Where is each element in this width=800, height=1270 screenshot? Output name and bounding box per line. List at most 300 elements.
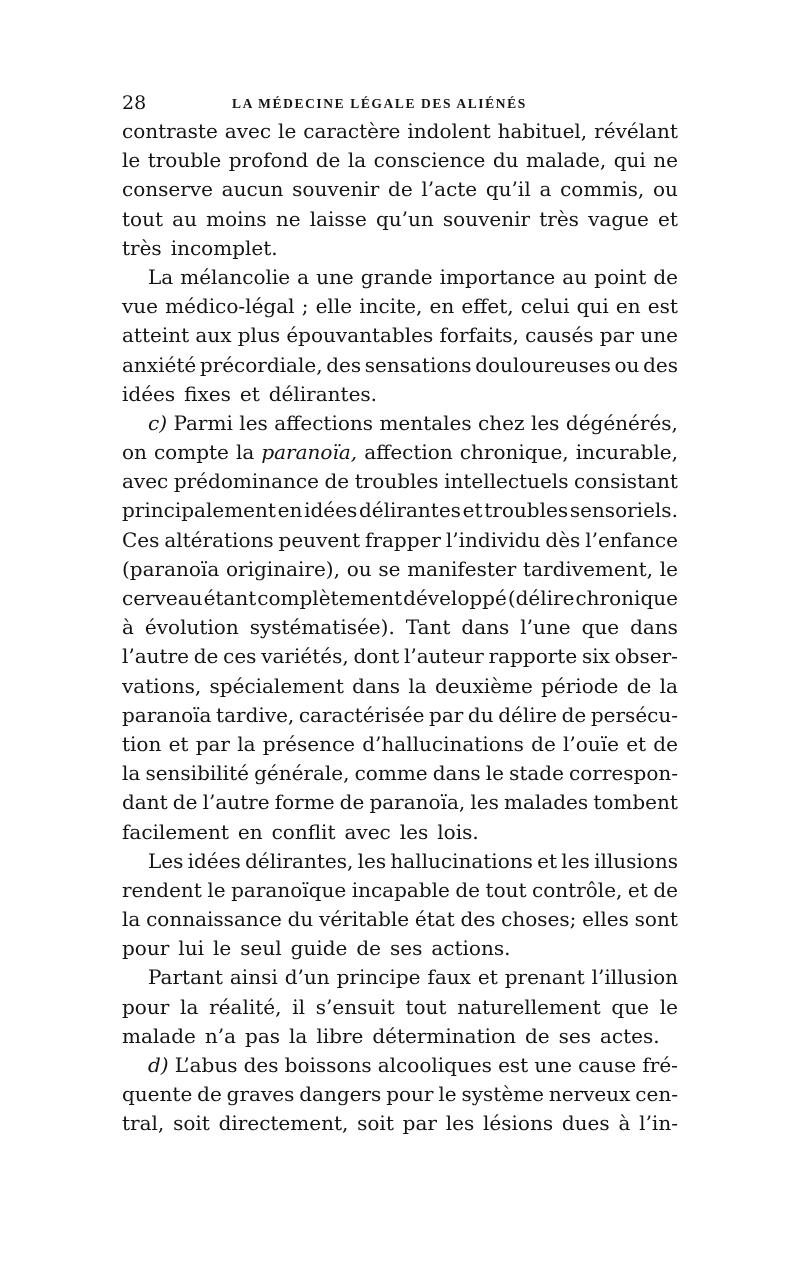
word: chez [478, 410, 525, 435]
word: actions. [431, 936, 511, 961]
word: laisse [309, 206, 367, 231]
text-line [122, 1051, 678, 1080]
word: étant [203, 586, 257, 610]
word: idées [187, 848, 241, 873]
text-line [122, 963, 678, 992]
word: elles [582, 907, 629, 932]
word: très [539, 206, 579, 231]
word: délirantes, [245, 848, 354, 873]
word: d) [148, 1053, 169, 1077]
word: pour [122, 936, 170, 961]
word: causés [525, 323, 594, 348]
word: par [429, 702, 464, 727]
word: et [477, 965, 498, 990]
word: au [562, 264, 588, 289]
word: et [537, 848, 558, 873]
word: la [235, 440, 255, 465]
word: sensations [364, 352, 472, 377]
word: délirantes [358, 498, 461, 523]
word: de [626, 673, 652, 698]
word: délirantes. [268, 381, 378, 406]
word: l’autre [202, 790, 270, 815]
text-line [122, 701, 678, 730]
word: avec [224, 119, 272, 143]
text-line [122, 788, 678, 817]
text-line [122, 380, 678, 409]
text-line [122, 263, 678, 292]
word: elle [315, 294, 353, 319]
word: avec [344, 819, 391, 844]
word: principalement [122, 498, 276, 523]
word: sont [634, 907, 678, 932]
word: conscience [373, 148, 486, 173]
word: au [172, 206, 197, 231]
word: prédominance [173, 469, 319, 494]
word: de [315, 148, 341, 173]
word: la [180, 994, 199, 1019]
word: cerveau [122, 586, 203, 610]
word: peuvent [278, 527, 361, 552]
word: la [347, 148, 367, 173]
word: l’auteur [403, 644, 484, 669]
word: chronique, [459, 440, 569, 465]
text-line [122, 117, 678, 146]
word: épouvantables [286, 323, 434, 348]
word: révélant [594, 119, 678, 143]
word: ou [653, 177, 678, 202]
word: contraste [122, 119, 218, 143]
word: Parmi [173, 410, 233, 435]
word: en [237, 819, 263, 844]
running-title: LA MÉDECINE LÉGALE DES ALIÉNÉS [232, 96, 527, 111]
word: l’une [520, 615, 571, 640]
word: ses [558, 1023, 591, 1048]
text-line [122, 876, 678, 905]
word: à [618, 1111, 631, 1136]
word: caractère [303, 119, 401, 143]
word: Ces [122, 527, 160, 552]
word: une [534, 1053, 572, 1077]
word: et [626, 731, 647, 756]
word: l’individu [445, 527, 541, 552]
word: faux [427, 965, 471, 990]
word: période [541, 673, 619, 698]
word: que [581, 615, 620, 640]
word: systématisée). [249, 615, 395, 640]
word: caractérisée [298, 702, 425, 727]
word: troubles [354, 469, 439, 494]
word: conflit [271, 819, 336, 844]
text-line [122, 613, 678, 642]
word: ainsi [229, 965, 278, 990]
word: il [292, 994, 306, 1019]
word: l’acte [421, 177, 478, 202]
word: persécu- [590, 702, 678, 727]
word: les [239, 410, 268, 435]
word: médico-légal [165, 294, 295, 319]
word: principe [336, 965, 421, 990]
word: ; [301, 294, 309, 319]
word: directement, [218, 1111, 349, 1136]
text-line [122, 934, 678, 963]
word: habituel, [497, 119, 588, 143]
text-line [122, 175, 678, 204]
word: vations, [122, 673, 202, 698]
word: dont [353, 644, 400, 669]
word: effet, [461, 294, 514, 319]
word: en [277, 498, 303, 523]
word: l’ouïe [563, 731, 619, 756]
word: a [297, 264, 310, 289]
word: le [278, 119, 297, 143]
word: tout [485, 877, 527, 902]
word: générale, [254, 761, 350, 786]
word: incapable [351, 877, 450, 902]
word: de [197, 1082, 222, 1107]
text-line [122, 205, 678, 234]
word: est [498, 1053, 529, 1077]
word: et [627, 877, 648, 902]
word: idées [304, 498, 358, 523]
word: moins [206, 206, 267, 231]
word: ne [275, 206, 301, 231]
word: soit [173, 1111, 210, 1136]
word: L’abus [174, 1053, 238, 1077]
word: et [462, 498, 483, 523]
word: la [659, 673, 678, 698]
word: système [461, 1082, 544, 1107]
word: de [455, 877, 481, 902]
text-line [122, 905, 678, 934]
word: illusions [594, 848, 678, 873]
word: des [326, 352, 362, 377]
word: qui [576, 294, 609, 319]
word: du [492, 148, 519, 173]
word: contrôle, [532, 877, 623, 902]
word: tardive, [216, 702, 295, 727]
word: sensibilité [145, 761, 249, 786]
word: dues [561, 1111, 610, 1136]
word: forme [274, 790, 335, 815]
word: par [599, 323, 635, 348]
word: seul [240, 936, 282, 961]
word: de [531, 731, 556, 756]
word: de [653, 877, 678, 902]
word: rapporte [488, 644, 578, 669]
word: les [561, 848, 590, 873]
word: que [611, 994, 649, 1019]
word: le [485, 761, 504, 786]
word: de [172, 790, 198, 815]
word: compte [153, 440, 229, 465]
word: dans [630, 615, 678, 640]
word: rendent [122, 877, 202, 902]
word: chronique [575, 586, 678, 610]
text-line [122, 292, 678, 321]
word: ses [389, 936, 423, 961]
word: indolent [407, 119, 491, 143]
word: la [237, 731, 256, 756]
word: détermination [372, 1023, 516, 1048]
word: douloureuses [475, 352, 611, 377]
word: mentales [379, 410, 472, 435]
word: plus [237, 323, 281, 348]
word: n’a [204, 1023, 237, 1048]
word: dans [432, 761, 481, 786]
word: nerveux [548, 1082, 631, 1107]
word: troubles [484, 498, 569, 523]
word: le [659, 994, 678, 1019]
word: boissons [284, 1053, 372, 1077]
word: grande [360, 264, 433, 289]
word: le [207, 877, 226, 902]
word: tion [122, 731, 162, 756]
word: forfaits, [439, 323, 519, 348]
text-line [122, 467, 678, 496]
word: anxiété [122, 352, 197, 377]
text-line [122, 730, 678, 759]
word: tombent [593, 790, 678, 815]
word: mélancolie [180, 264, 291, 289]
word: de [653, 264, 678, 289]
word: dans [352, 673, 401, 698]
word: aucun [221, 177, 284, 202]
text-line [122, 759, 678, 788]
word: par [402, 1111, 437, 1136]
word: en [615, 294, 641, 319]
word: malade, [526, 148, 607, 173]
word: les [470, 790, 499, 815]
word: a [539, 177, 552, 202]
word: développé [403, 586, 507, 610]
word: tardivement, [523, 556, 653, 581]
word: par [195, 731, 230, 756]
word: cen- [635, 1082, 678, 1107]
text-line [122, 584, 678, 613]
word: on [122, 440, 147, 465]
word: qui [613, 148, 646, 173]
word: paranoïque [231, 877, 347, 902]
word: évolution [144, 615, 239, 640]
text-line [122, 993, 678, 1022]
text-line [122, 1080, 678, 1109]
word: prenant [504, 965, 585, 990]
word: dant [122, 790, 168, 815]
word: se [378, 556, 401, 581]
word: manifester [407, 556, 517, 581]
word: l’autre [122, 644, 189, 669]
word: (paranoïa [122, 556, 220, 581]
word: commis, [560, 177, 645, 202]
word: ces [223, 644, 257, 669]
word: facilement [122, 819, 229, 844]
word: la [122, 907, 141, 932]
word: souvenir [292, 177, 380, 202]
word: dès [545, 527, 581, 552]
word: (délire [507, 586, 575, 610]
word: la [122, 761, 141, 786]
word: avec [122, 469, 169, 494]
word: Partant [148, 965, 223, 990]
word: originaire), [226, 556, 340, 581]
word: incurable, [575, 440, 678, 465]
word: profond [228, 148, 309, 173]
word: malades [504, 790, 589, 815]
word: présence [262, 731, 356, 756]
word: cause [578, 1053, 637, 1077]
word: hallucinations [390, 848, 533, 873]
word: incomplet. [170, 235, 278, 260]
text-line [122, 818, 678, 847]
word: lois. [437, 819, 479, 844]
word: conserve [122, 177, 213, 202]
text-line [122, 526, 678, 555]
word: qu’il [485, 177, 531, 202]
word: ou [614, 352, 640, 377]
word: dans [461, 615, 510, 640]
word: affections [274, 410, 374, 435]
word: graves [226, 1082, 295, 1107]
word: de [524, 1023, 550, 1048]
word: stade [509, 761, 564, 786]
word: comme [354, 761, 428, 786]
word: le [659, 556, 678, 581]
word: Les [148, 848, 184, 873]
word: tout [405, 994, 447, 1019]
word: les [530, 410, 560, 435]
word: vue [122, 294, 159, 319]
word: tral, [122, 1111, 165, 1136]
word: très [122, 235, 162, 260]
word: les [445, 1111, 475, 1136]
word: soit [357, 1111, 394, 1136]
word: véritable [319, 907, 410, 932]
word: guide [290, 936, 348, 961]
word: pas [245, 1023, 281, 1048]
word: à [122, 615, 134, 640]
word: altérations [164, 527, 274, 552]
word: des [460, 907, 496, 932]
word: de [561, 702, 587, 727]
word: précordiale, [199, 352, 323, 377]
word: pour [122, 994, 170, 1019]
word: de [324, 469, 350, 494]
word: d’un [284, 965, 330, 990]
word: état [414, 907, 455, 932]
word: point [594, 264, 647, 289]
running-head [122, 90, 678, 116]
word: frapper [365, 527, 441, 552]
word: Tant [405, 615, 451, 640]
word: La [148, 264, 174, 289]
word: quente [122, 1082, 193, 1107]
word: variétés, [261, 644, 349, 669]
word: pour [386, 1082, 434, 1107]
text-line [122, 642, 678, 671]
word: le [438, 1082, 457, 1107]
text-line [122, 672, 678, 701]
word: sensoriels. [569, 498, 678, 523]
word: les [357, 848, 387, 873]
word: naturellement [457, 994, 601, 1019]
word: dégénérés, [565, 410, 678, 435]
word: une [640, 323, 678, 348]
word: réalité, [209, 994, 282, 1019]
word: atteint [122, 323, 190, 348]
word: paranoïa [122, 702, 212, 727]
word: obser- [614, 644, 678, 669]
word: spécialement [209, 673, 344, 698]
word: les [399, 819, 429, 844]
text-line [122, 555, 678, 584]
word: ou [346, 556, 372, 581]
word: aux [195, 323, 232, 348]
word: l’in- [639, 1111, 678, 1136]
word: la [408, 673, 427, 698]
word: des [243, 1053, 279, 1077]
word: de [339, 790, 365, 815]
word: l’illusion [591, 965, 678, 990]
word: lésions [483, 1111, 554, 1136]
word: complètement [257, 586, 403, 610]
word: paranoïa, [369, 790, 466, 815]
word: du [467, 702, 494, 727]
word: celui [520, 294, 570, 319]
word: paranoïa, [261, 440, 358, 465]
word: et [239, 381, 260, 406]
word: d’hallucinations [362, 731, 524, 756]
word: est [647, 294, 678, 319]
word: malade [122, 1023, 196, 1048]
word: affection [364, 440, 453, 465]
word: une [316, 264, 354, 289]
word: le [212, 936, 232, 961]
word: ne [653, 148, 678, 173]
text-line [122, 1022, 678, 1051]
word: vague [588, 206, 649, 231]
word: l’enfance [585, 527, 678, 552]
word: c) [148, 410, 168, 435]
word: deuxième [434, 673, 533, 698]
word: des [643, 352, 678, 377]
text-line [122, 847, 678, 876]
word: actes. [599, 1023, 660, 1048]
word: idées [122, 381, 176, 406]
page-number: 28 [122, 92, 147, 114]
word: importance [439, 264, 556, 289]
word: du [287, 907, 314, 932]
word: et [168, 731, 189, 756]
text-line [122, 146, 678, 175]
word: intellectuels [444, 469, 569, 494]
word: qu’un [375, 206, 434, 231]
word: tout [122, 206, 163, 231]
word: choses; [501, 907, 577, 932]
word: libre [316, 1023, 364, 1048]
word: fixes [184, 381, 231, 406]
word: de [193, 644, 219, 669]
text-line [122, 234, 678, 263]
word: incite, [359, 294, 423, 319]
word: la [289, 1023, 308, 1048]
word: correspon- [569, 761, 678, 786]
text-line [122, 351, 678, 380]
text-line [122, 438, 678, 467]
word: s’ensuit [315, 994, 395, 1019]
text-line [122, 1109, 678, 1138]
word: fré- [642, 1053, 678, 1077]
word: de [388, 177, 413, 202]
